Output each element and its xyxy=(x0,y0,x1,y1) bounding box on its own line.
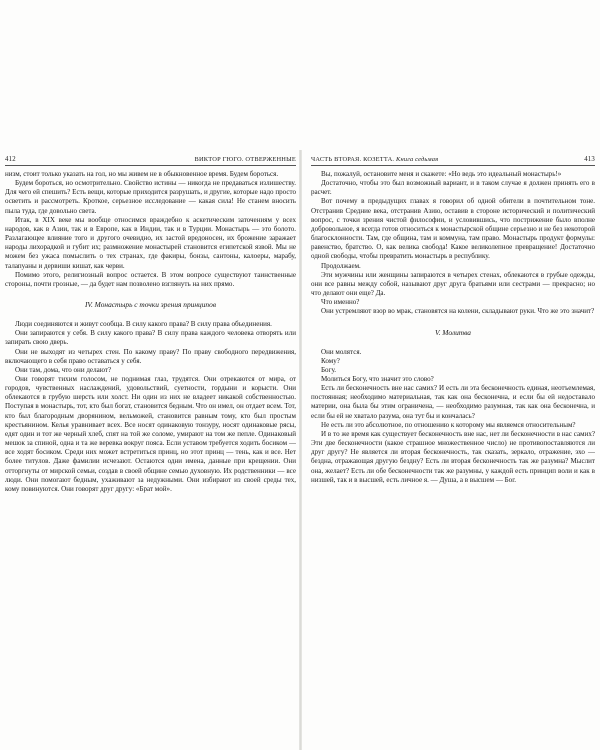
right-paragraphs-after xyxy=(311,348,595,485)
paragraph: Есть ли бесконечность вне нас самих? И есть ли эта бесконечность единая, неотъемлемая, постоянная; необходимо материальная, так как она бесконечна, и если бы ей недоставало материи, она была бы этим ограничена, — необходимо разумная, так как она бесконечна, и если бы ей не хватало разума, она тут бы и кончалась? xyxy=(311,384,595,420)
page-number: 413 xyxy=(584,156,595,163)
running-head: ВИКТОР ГЮГО. ОТВЕРЖЕННЫЕ xyxy=(194,156,296,163)
paragraph: Итак, в XIX веке мы вообще относимся враждебно к аскетическим заточениям у всех народов, как в Азии, так и в Европе, как в Индии, так и в Турции. Монастырь — это болото. Разлагающее влияние того и другого очевидно, их застой вредоносен, их брожение заражает народы лихорадкой и губит их; размножение монастырей становится египетской язвой. Мы не можем без ужаса помыслить о тех странах, где факиры, бонзы, сантоны, калоеры, марабу, талапуаны и дервиши кишат, как черви. xyxy=(5,215,296,270)
paragraph: Они не выходят из четырех стен. По какому праву? По праву свободного передвижения, включающего в себя право оставаться у себя. xyxy=(5,347,296,365)
paragraph: Продолжаем. xyxy=(321,261,361,270)
paragraph: Что именно? xyxy=(321,298,360,307)
paragraph: Эти мужчины или женщины запираются в четырех стенах, облекаются в грубые одежды, они все равны между собой, называют друг друга братьями или сестрами — прекрасно; но что делают они еще? Да. xyxy=(311,270,595,298)
section-title: IV. Монастырь с точки зрения принципов xyxy=(84,300,217,310)
paragraph: Не есть ли это абсолютное, по отношению к которому мы являемся относительным? xyxy=(321,420,576,429)
paragraph: Они устремляют взор во мрак, становятся на колени, складывают руки. Что же это значит? xyxy=(321,307,595,316)
paragraph: Они молятся. xyxy=(321,347,362,356)
paragraph: Они там, дома, что они делают? xyxy=(15,365,112,374)
book-gutter xyxy=(299,150,302,750)
paragraph: Люди соединяются и живут сообща. В силу какого права? В силу права объединения. xyxy=(15,320,272,329)
paragraph: Достаточно, чтобы это был возможный вариант, и в таком случае я должен принять его в расчет. xyxy=(311,179,595,197)
running-head-part: ЧАСТЬ ВТОРАЯ. КОЗЕТТА. xyxy=(311,156,395,163)
paragraph: Будем бороться, но осмотрительно. Свойство истины — никогда не предаваться излишеству. Для чего ей спешить? Есть вещи, которые приходится разрушать, и другие, которые надо просто осветить и рассмотреть. Кроткое, серьезное исследование — какая сила! Не станем вносить пыла туда, где довольно света. xyxy=(5,179,296,215)
paragraph: Кому? xyxy=(321,356,340,365)
left-paragraphs-before xyxy=(5,170,296,289)
paragraph: Вы, пожалуй, остановите меня и скажете: «Но ведь это идеальный монастырь!» xyxy=(321,170,562,178)
right-page xyxy=(311,156,595,750)
page-number: 412 xyxy=(5,156,16,163)
paragraph: Богу. xyxy=(321,365,337,374)
section-title: V. Молитва xyxy=(435,327,471,337)
left-page-header xyxy=(5,156,296,166)
paragraph: Помимо этого, религиозный вопрос остается. В этом вопросе существуют таинственные стороны, почти грозные, — да будет нам позволено взглянуть на них прямо. xyxy=(5,270,296,288)
paragraph: Вот почему в предыдущих главах я говорил об одной обители в почтительном тоне. Отстранив Средние века, отстранив Азию, оставив в стороне исторический и политический вопрос, с точки зрения чистой философии, и условившись, что пострижение было вполне добровольное, я всегда готов относиться к монастырской общине серьезно и не без некоторой благосклонности. Там, где община, там и коммуна, там право. Монастырь продукт формулы: равенство, братство. О, как велика свобода! Какое великолепное превращение! Достаточно одной свободы, чтобы превратить монастырь в республику. xyxy=(311,197,595,261)
paragraph: низм, стоит только указать на гол, но мы живем не в обыкновенное время. Будем бороться. xyxy=(5,170,279,178)
paragraph: Они запираются у себя. В силу какого права? В силу права каждого человека отворять или запирать свою дверь. xyxy=(5,329,296,347)
right-page-header xyxy=(311,156,595,166)
paragraph: Они говорят тихим голосом, не поднимая глаз, трудятся. Они отрекаются от мира, от городов, чувственных наслаждений, удовольствий, суетности, гордыни и корысти. Они облекаются в грубую шерсть или холст. Ни один из них не владеет никакой собственностью. Поступая в монастырь, тот, кто был богат, становится бедным. Что он имел, он отдает всем. Тот, кто был благородным дворянином, вельможей, становится равным тому, кто был простым крестьянином. Келья уравнивает всех. Все носят одинаковую тонзуру, носят одинаковые рясы, едят один и тот же черный хлеб, спят на той же соломе, умирают на том же пепле. Одинаковый мешок за спиной, одна и та же веревка вокруг пояса. Если уставом требуется ходить босиком — все ходят босиком. Среди них может встретиться принц, но этот принц — тень, как и все. Нет более титулов. Даже фамилии исчезают. Остаются одни имена, данные при крещении. Они отторгнуты от мирской семьи, создав в своей общине семью духовную. Их родственники — все люди. Они помогают бедным, ухаживают за недужными. Они избирают из своей среды тех, кому повинуются. Они говорят друг другу: «Брат мой». xyxy=(5,374,296,493)
paragraph: И в то же время как существует бесконечность вне нас, нет ли бесконечности в нас самих? Эти две бесконечности (какое страшное множественное число) не противопоставляются ли друг другу? Не является ли вторая бесконечность, так сказать, зеркало, отражение, эхо — бездна, отражающая другую бездну? Есть ли вторая бесконечность так же разумна? Мыслит она, желает? Есть ли обе бесконечности так же разумны, у каждой есть принцип воли и как в низшей, так и в высшей, есть личное я. — Душа, а в высшем — Бог. xyxy=(311,429,595,484)
right-paragraphs-before xyxy=(311,170,595,317)
running-head xyxy=(311,156,438,163)
running-head-chapter: Книга седьмая xyxy=(396,156,439,163)
right-page-text xyxy=(311,170,595,485)
left-paragraphs-after xyxy=(5,320,296,494)
paragraph: Молиться Богу, что значит это слово? xyxy=(321,374,434,383)
left-page-text xyxy=(5,170,296,494)
left-page xyxy=(5,156,296,750)
